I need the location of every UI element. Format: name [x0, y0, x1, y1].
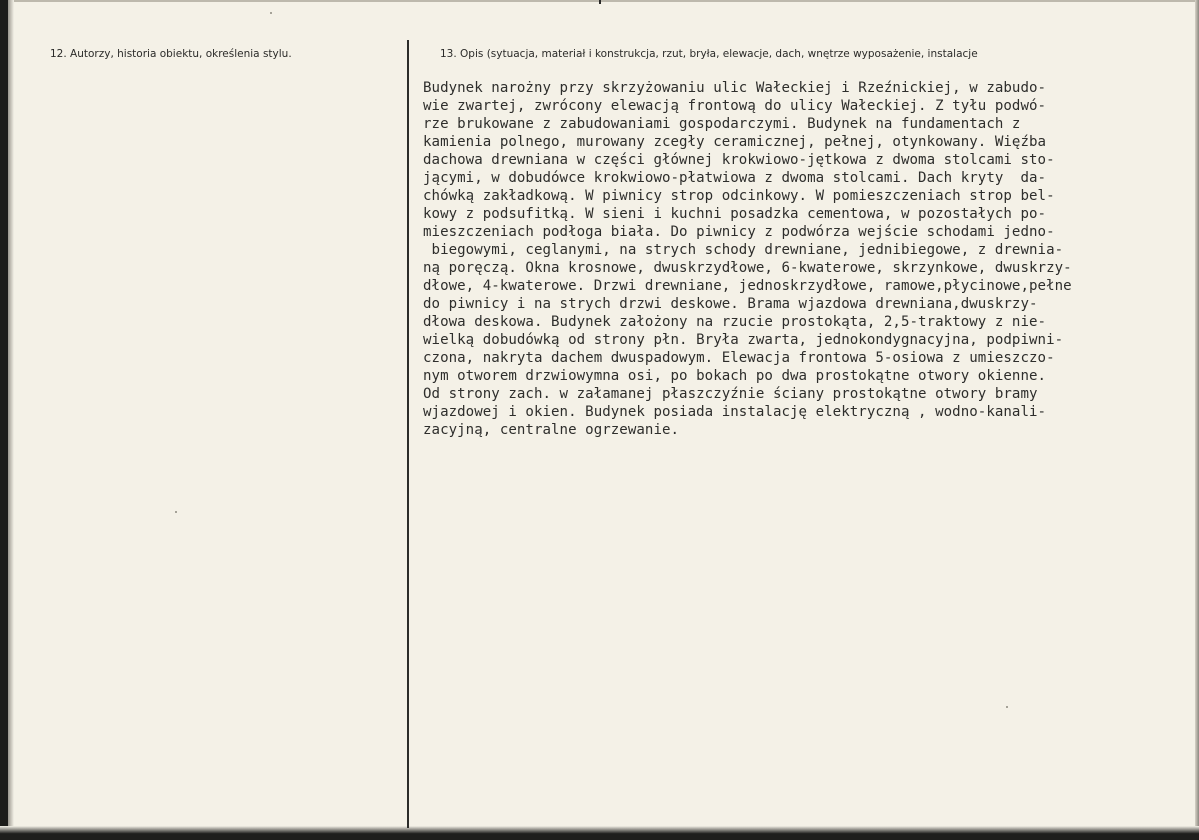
description-line: kamienia polnego, murowany zcegły ceramicznej, pełnej, otynkowany. Więźba	[423, 134, 1047, 150]
paper-speck	[270, 12, 272, 14]
description-line: wjazdowej i okien. Budynek posiada instalację elektryczną , wodno-kanali-	[423, 404, 1047, 420]
bottom-scan-edge	[0, 826, 1199, 840]
description-line: biegowymi, ceglanymi, na strych schody drewniane, jednibiegowe, z drewnia-	[423, 242, 1064, 258]
description-line: wie zwartej, zwrócony elewacją frontową do ulicy Wałeckiej. Z tyłu podwó-	[423, 98, 1047, 114]
left-scan-edge	[0, 0, 8, 840]
section-13-header: 13. Opis (sytuacja, materiał i konstrukcja, rzut, bryła, elewacje, dach, wnętrze wyposażenie, instalacje	[440, 48, 978, 60]
column-divider	[407, 40, 409, 828]
description-line: wielką dobudówką od strony płn. Bryła zwarta, jednokondygnacyjna, podpiwni-	[423, 332, 1064, 348]
section-12-header: 12. Autorzy, historia obiektu, określenia stylu.	[50, 48, 292, 60]
description-line: rze brukowane z zabudowaniami gospodarczymi. Budynek na fundamentach z	[423, 116, 1021, 132]
left-edge-shadow	[8, 0, 14, 840]
description-line: kowy z podsufitką. W sieni i kuchni posadzka cementowa, w pozostałych po-	[423, 206, 1047, 222]
description-line: nym otworem drzwiowymna osi, po bokach po dwa prostokątne otwory okienne.	[423, 368, 1047, 384]
description-line: dłowa deskowa. Budynek założony na rzucie prostokąta, 2,5-traktowy z nie-	[423, 314, 1047, 330]
description-line: czona, nakryta dachem dwuspadowym. Elewacja frontowa 5-osiowa z umieszczo-	[423, 350, 1055, 366]
description-line: Budynek narożny przy skrzyżowaniu ulic Wałeckiej i Rzeźnickiej, w zabudo-	[423, 80, 1047, 96]
description-line: mieszczeniach podłoga biała. Do piwnicy z podwórza wejście schodami jedno-	[423, 224, 1055, 240]
description-line: Od strony zach. w załamanej płaszczyźnie ściany prostokątne otwory bramy	[423, 386, 1038, 402]
description-line: do piwnicy i na strych drzwi deskowe. Brama wjazdowa drewniana,dwuskrzy-	[423, 296, 1038, 312]
description-line: dłowe, 4-kwaterowe. Drzwi drewniane, jednoskrzydłowe, ramowe,płycinowe,pełne	[423, 278, 1072, 294]
description-line: ną poręczą. Okna krosnowe, dwuskrzydłowe, 6-kwaterowe, skrzynkowe, dwuskrzy-	[423, 260, 1072, 276]
right-scan-edge	[1195, 0, 1199, 840]
description-line: jącymi, w dobudówce krokwiowo-płatwiowa z dwoma stolcami. Dach kryty da-	[423, 170, 1047, 186]
description-line: zacyjną, centralne ogrzewanie.	[423, 422, 680, 438]
description-line: chówką zakładkową. W piwnicy strop odcinkowy. W pomieszczeniach strop bel-	[423, 188, 1055, 204]
section-13-typed-description	[423, 79, 1183, 439]
paper-speck	[1006, 706, 1008, 708]
paper-speck	[175, 511, 177, 513]
description-line: dachowa drewniana w części głównej krokwiowo-jętkowa z dwoma stolcami sto-	[423, 152, 1055, 168]
top-notch-mark	[599, 0, 601, 4]
top-edge	[14, 0, 1195, 2]
